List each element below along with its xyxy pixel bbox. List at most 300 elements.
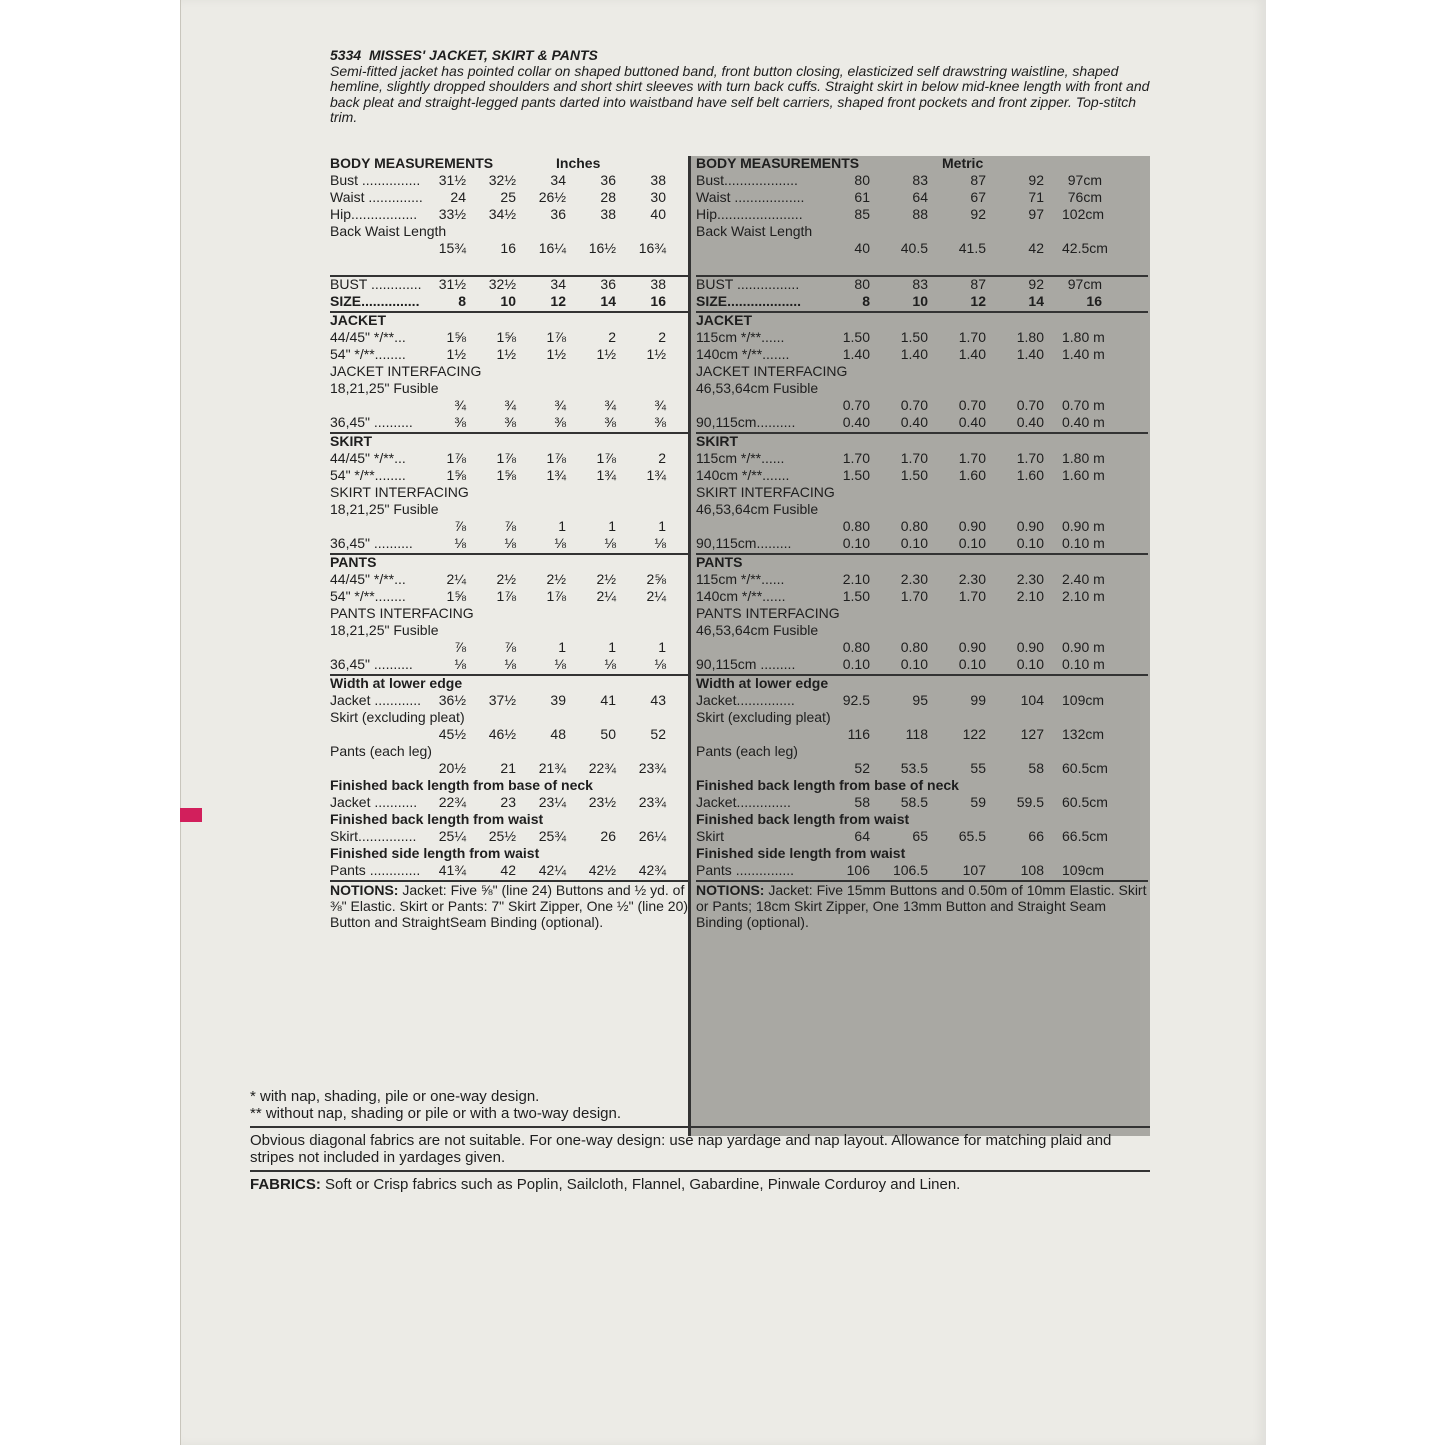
body-row-value: 34 [550,172,566,188]
sew-in-row-label: 36,45" .......... [330,535,413,551]
fsl-title [696,846,1148,863]
fsl-pants-value: 109cm [1062,862,1105,878]
fbl-jacket-value: 23 [500,794,516,810]
sew-in-row-value: 0.10 [958,656,986,672]
body-row-value: 38 [650,172,666,188]
fabric-row [330,572,690,589]
width-title-label: Width at lower edge [330,675,463,691]
width-pants-value: 23¾ [638,760,666,776]
size-row [330,294,690,311]
body-row-value: 88 [912,206,928,222]
metric-section-jacket [696,313,1148,434]
width-skirt-label [696,710,1148,727]
interfacing-title [330,606,690,623]
sew-in-row-value: 0.40 m [1062,414,1105,430]
sew-in-row-value: 0.10 [842,535,870,551]
fusible-row-value: ¾ [554,397,566,413]
body-row [330,173,690,190]
fabric-row-value: 1.50 [842,588,870,604]
width-pants-value: 53.5 [900,760,928,776]
fusible-row [330,398,690,415]
body-row-value: 32½ [488,172,516,188]
body-row-value: 24 [450,189,466,205]
fabric-row [696,347,1148,364]
section-title-text: SKIRT [696,433,738,449]
inches-column [330,156,690,930]
fabric-row [696,330,1148,347]
back-waist-values-value: 41.5 [958,240,986,256]
fusible-row-value: 0.90 [1016,518,1044,534]
interfacing-title [696,485,1148,502]
sew-in-row-value: 0.40 [1016,414,1044,430]
sew-in-row-value: ⅜ [604,414,616,430]
width-pants-label-label: Pants (each leg) [330,743,432,759]
sew-in-row [330,536,690,553]
fabric-row-value: 1.70 [900,588,928,604]
body-row-label: Waist .............. [330,189,423,205]
sew-in-row-value: ⅛ [504,535,516,551]
sew-in-row-value: ⅜ [454,414,466,430]
fusible-row-value: 0.90 m [1062,518,1105,534]
section-title [330,434,690,451]
sew-in-row-value: 0.10 [900,656,928,672]
fusible-row-value: ¾ [454,397,466,413]
fusible-label-label: 18,21,25" Fusible [330,501,439,517]
width-pants-value: 55 [970,760,986,776]
body-row-value: 36 [600,172,616,188]
bust-row [696,277,1148,294]
fbl-jacket [330,795,690,812]
width-jacket [696,693,1148,710]
width-jacket-value: 109cm [1062,692,1105,708]
back-waist-values [330,241,690,258]
size-row-value: 14 [1028,293,1044,309]
fabric-row-value: 1.70 [958,329,986,345]
fusible-label [330,623,690,640]
sew-in-row-value: 0.10 m [1062,656,1105,672]
fsl-pants-value: 108 [1020,862,1044,878]
fabric-row-value: 1.80 [1016,329,1044,345]
body-row-value: 97 [1028,206,1044,222]
sew-in-row-value: 0.40 [842,414,870,430]
fusible-label [696,381,1148,398]
fbl-skirt-value: 25¼ [438,828,466,844]
bust-row-value: 38 [650,276,666,292]
fbl-skirt-value: 25½ [488,828,516,844]
body-row-label: Bust ............... [330,172,421,188]
fabric-row [330,468,690,485]
fabric-row [696,451,1148,468]
fusible-row-value: ¾ [654,397,666,413]
sew-in-row [696,536,1148,553]
back-waist-values-value: 40.5 [900,240,928,256]
fabric-row-value: 1.70 [958,450,986,466]
fabric-row-value: 2½ [596,571,616,587]
width-skirt-value: 118 [905,726,928,742]
fbl-jacket-value: 58 [854,794,870,810]
fabric-row-value: 2.40 m [1062,571,1105,587]
fabric-row [330,347,690,364]
fabrics-note [250,1176,1150,1193]
fabric-row-value: 1.40 [958,346,986,362]
interfacing-title-label: SKIRT INTERFACING [696,484,835,500]
interfacing-title [696,364,1148,381]
section-title [696,434,1148,451]
fabric-row-label: 44/45" */**... [330,450,406,466]
pattern-title: MISSES' JACKET, SKIRT & PANTS [368,47,598,63]
fabric-row-value: 1.70 [1016,450,1044,466]
fsl-pants-value: 107 [962,862,986,878]
fbl-skirt [696,829,1148,846]
inches-section-pants [330,555,690,676]
body-row-value: 36 [550,206,566,222]
section-title-text: JACKET [330,312,387,328]
section-title-text: PANTS [330,554,377,570]
section-title [696,313,1148,330]
back-waist-values-value: 16 [500,240,516,256]
fabric-row [330,451,690,468]
fabric-row-value: 1¾ [596,467,616,483]
bust-row-value: 31½ [438,276,466,292]
body-row-value: 92 [970,206,986,222]
width-skirt-value: 122 [962,726,986,742]
inches-section-skirt [330,434,690,555]
fbl-jacket-value: 59.5 [1016,794,1044,810]
fabric-row-value: 1½ [596,346,616,362]
fabric-row-label: 140cm */**....... [696,346,790,362]
fabric-row-value: 2½ [496,571,516,587]
back-waist-values-value: 16¼ [538,240,566,256]
fbl-waist-title-label: Finished back length from waist [330,811,544,827]
fbl-neck-title-label: Finished back length from base of neck [330,777,593,793]
metric-bust-size [696,277,1148,313]
sew-in-row-label: 90,115cm ......... [696,656,796,672]
body-row-value: 25 [500,189,516,205]
fbl-jacket-value: 60.5cm [1062,794,1108,810]
sew-in-row-value: 0.10 [1016,656,1044,672]
back-waist-values [696,241,1148,258]
fabrics-title: FABRICS: [250,1176,321,1193]
width-pants-label-label: Pants (each leg) [696,743,798,759]
metric-body-measurements [696,156,1148,277]
fsl-pants-label: Pants ............... [696,862,795,878]
fabric-row [696,468,1148,485]
back-waist-length-label: Back Waist Length [696,223,813,239]
body-row-label: Waist .................. [696,189,805,205]
fabric-row-value: 1.50 [900,467,928,483]
sew-in-row-value: ⅛ [554,535,566,551]
fbl-skirt-label: Skirt............... [330,828,417,844]
bust-row-value: 92 [1028,276,1044,292]
section-title-text: JACKET [696,312,753,328]
fsl-pants-label: Pants ............. [330,862,421,878]
bust-row-value: 83 [912,276,928,292]
metric-notions [696,882,1148,930]
fabric-row-value: 1⅞ [496,588,516,604]
width-pants-value: 20½ [438,760,466,776]
fsl-pants-value: 41¾ [438,862,466,878]
fabric-row-label: 140cm */**....... [696,467,790,483]
fusible-row-value: 1 [558,518,566,534]
body-row [330,207,690,224]
section-title [330,555,690,572]
size-row-label: SIZE............... [330,293,420,309]
fbl-jacket-value: 59 [970,794,986,810]
fusible-row-value: ⅞ [454,518,466,534]
fabric-row-value: 1¾ [646,467,666,483]
inches-notions [330,882,690,930]
notions-text: Jacket: Five ⅝" (line 24) Buttons and ½ yd. of ⅜" Elastic. Skirt or Pants: 7" Skirt Zipper, One ½" (line 20) Button and StraightSeam Binding (optional). [330,882,689,930]
width-skirt [696,727,1148,744]
sew-in-row-label: 36,45" .......... [330,414,413,430]
bust-row-value: 36 [600,276,616,292]
width-pants-label [696,744,1148,761]
spacer [696,258,1148,275]
sew-in-row [696,657,1148,674]
fbl-neck-title [696,778,1148,795]
section-title-text: PANTS [696,554,743,570]
body-row-label: Bust................... [696,172,798,188]
width-jacket-value: 104 [1020,692,1044,708]
body-row [696,173,1148,190]
sew-in-row-value: 0.10 [900,535,928,551]
fabric-row-value: 1.50 [900,329,928,345]
fsl-title-label: Finished side length from waist [696,845,906,861]
fbl-skirt-value: 26 [600,828,616,844]
body-row-value: 61 [854,189,870,205]
fbl-skirt-value: 64 [854,828,870,844]
fusible-row [696,398,1148,415]
metric-column [696,156,1148,930]
width-jacket-value: 43 [650,692,666,708]
fabric-row-value: 2¼ [446,571,466,587]
inches-finished-measurements [330,676,690,882]
sew-in-row-value: ⅛ [454,535,466,551]
fabric-row-value: 1⅝ [496,467,516,483]
width-jacket-label: Jacket............... [696,692,795,708]
fabric-row-label: 115cm */**...... [696,571,785,587]
width-skirt-value: 46½ [488,726,516,742]
section-title [330,313,690,330]
body-row [330,190,690,207]
fabric-row-value: 2 [658,450,666,466]
fusible-row-value: 0.70 [842,397,870,413]
sew-in-row-value: ⅛ [654,656,666,672]
fabrics-rule [250,1170,1150,1172]
bust-row-label: BUST ................ [696,276,800,292]
sew-in-row-value: 0.40 [900,414,928,430]
width-skirt-label-label: Skirt (excluding pleat) [330,709,465,725]
notions-text: Jacket: Five 15mm Buttons and 0.50m of 10mm Elastic. Skirt or Pants; 18cm Skirt Zipper, One 13mm Button and Straight Seam Binding (optional). [696,882,1147,930]
body-row-value: 31½ [438,172,466,188]
sew-in-row [330,657,690,674]
sew-in-row-value: 0.40 [958,414,986,430]
fabric-row-label: 115cm */**...... [696,329,785,345]
fusible-row-value: ⅞ [454,639,466,655]
width-skirt-value: 132cm [1062,726,1105,742]
fsl-pants-value: 42¼ [538,862,566,878]
back-waist-length [696,224,1148,241]
pattern-number: 5334 [330,47,362,63]
fabric-row-value: 1.40 [1016,346,1044,362]
body-row [696,190,1148,207]
fusible-label-label: 46,53,64cm Fusible [696,501,819,517]
width-title [330,676,690,693]
size-row-value: 16 [650,293,666,309]
fusible-row-value: 0.90 [958,518,986,534]
fabric-row-label: 54" */**........ [330,346,406,362]
sew-in-row-value: ⅛ [554,656,566,672]
fusible-row-value: 0.80 [842,639,870,655]
notions-title: NOTIONS: [330,882,399,898]
fabric-row [330,330,690,347]
width-jacket-value: 39 [550,692,566,708]
fabric-row-value: 1⅝ [446,588,466,604]
fusible-label [330,381,690,398]
fabric-row-value: 1⅝ [446,329,466,345]
fbl-jacket [696,795,1148,812]
fabric-row-value: 2¼ [646,588,666,604]
section-title-text: SKIRT [330,433,372,449]
width-pants-value: 21 [500,760,516,776]
metric-section-pants [696,555,1148,676]
fusible-row [696,640,1148,657]
fusible-row [330,519,690,536]
sew-in-row-value: 0.10 [958,535,986,551]
interfacing-title-label: SKIRT INTERFACING [330,484,469,500]
fbl-neck-title [330,778,690,795]
width-skirt-value: 48 [550,726,566,742]
sew-in-row-value: ⅛ [504,656,516,672]
width-title [696,676,1148,693]
sew-in-row-value: ⅜ [554,414,566,430]
fbl-jacket-value: 23¼ [538,794,566,810]
fabric-row-value: 1⅞ [546,329,566,345]
inches-body-measurements [330,156,690,277]
fusible-row-value: 0.90 m [1062,639,1105,655]
back-waist-values-value: 42.5cm [1062,240,1108,256]
width-jacket-value: 36½ [438,692,466,708]
body-title: BODY MEASUREMENTS [696,155,860,171]
fusible-row-value: ⅞ [504,518,516,534]
width-skirt-value: 50 [600,726,616,742]
inches-body-title [330,156,690,173]
body-row-value: 76cm [1067,189,1102,205]
fbl-skirt-value: 25¾ [538,828,566,844]
fusible-row-value: 0.70 m [1062,397,1105,413]
bust-row-value: 34 [550,276,566,292]
fusible-row-value: 0.80 [900,639,928,655]
fabric-row-value: 1.40 [842,346,870,362]
fabric-row-value: 1½ [496,346,516,362]
metric-body-title [696,156,1148,173]
body-row-value: 38 [600,206,616,222]
fbl-skirt-value: 66.5cm [1062,828,1108,844]
fbl-jacket-label: Jacket.............. [696,794,791,810]
fabric-row-value: 2⅝ [646,571,666,587]
body-row-value: 92 [1028,172,1044,188]
sew-in-row-value: 0.10 m [1062,535,1105,551]
sew-in-row [330,415,690,432]
bust-row-value: 80 [854,276,870,292]
fbl-skirt [330,829,690,846]
fabric-row [696,589,1148,606]
width-pants [330,761,690,778]
width-pants-value: 52 [854,760,870,776]
fabric-row-label: 54" */**........ [330,467,406,483]
fusible-label [696,502,1148,519]
fusible-row-value: 1 [608,639,616,655]
footnote-rule [250,1126,1150,1128]
bust-row-label: BUST ............. [330,276,422,292]
fabric-row-value: 1.70 [900,450,928,466]
sew-in-row-label: 90,115cm......... [696,535,792,551]
body-row-value: 34½ [488,206,516,222]
fabric-row-value: 1¾ [546,467,566,483]
fusible-row-value: 0.90 [1016,639,1044,655]
body-row-value: 80 [854,172,870,188]
bust-row-value: 97cm [1067,276,1102,292]
back-waist-values-value: 15¾ [438,240,466,256]
spacer [330,258,690,275]
interfacing-title [330,485,690,502]
body-title: BODY MEASUREMENTS [330,155,494,171]
fusible-row-value: 1 [558,639,566,655]
fusible-label-label: 18,21,25" Fusible [330,380,439,396]
fusible-label-label: 46,53,64cm Fusible [696,380,819,396]
body-row-value: 87 [970,172,986,188]
width-jacket-value: 95 [912,692,928,708]
bust-row-value: 87 [970,276,986,292]
notions-title: NOTIONS: [696,882,765,898]
fusible-row-value: 0.80 [842,518,870,534]
width-pants-value: 21¾ [538,760,566,776]
fsl-pants-value: 42¾ [638,862,666,878]
width-title-label: Width at lower edge [696,675,829,691]
body-row-value: 64 [912,189,928,205]
sew-in-row-value: ⅛ [604,656,616,672]
size-row-value: 8 [862,293,870,309]
bust-row-value: 32½ [488,276,516,292]
size-row-value: 14 [600,293,616,309]
fabric-row-label: 44/45" */**... [330,329,406,345]
size-row-value: 12 [970,293,986,309]
footnote-nap: * with nap, shading, pile or one-way design. [250,1088,540,1105]
fusible-row-value: ⅞ [504,639,516,655]
inches-bust-size [330,277,690,313]
fabric-row-value: 1.60 m [1062,467,1105,483]
unit-title: Inches [556,155,601,171]
fabric-row-value: 2 [608,329,616,345]
fusible-label-label: 18,21,25" Fusible [330,622,439,638]
fabric-row-label: 140cm */**...... [696,588,786,604]
fabric-row-value: 1½ [446,346,466,362]
fbl-jacket-value: 23¾ [638,794,666,810]
size-row-label: SIZE................... [696,293,802,309]
inches-section-jacket [330,313,690,434]
body-row-value: 67 [970,189,986,205]
fsl-pants-value: 106.5 [892,862,928,878]
fsl-pants [330,863,690,880]
fsl-pants-value: 42½ [588,862,616,878]
fabric-row-label: 54" */**........ [330,588,406,604]
size-row-value: 10 [912,293,928,309]
fabric-row [696,572,1148,589]
fabric-row-value: 1.40 [900,346,928,362]
fabric-row-value: 1⅞ [546,450,566,466]
size-row-value: 8 [458,293,466,309]
back-waist-values-value: 16½ [588,240,616,256]
